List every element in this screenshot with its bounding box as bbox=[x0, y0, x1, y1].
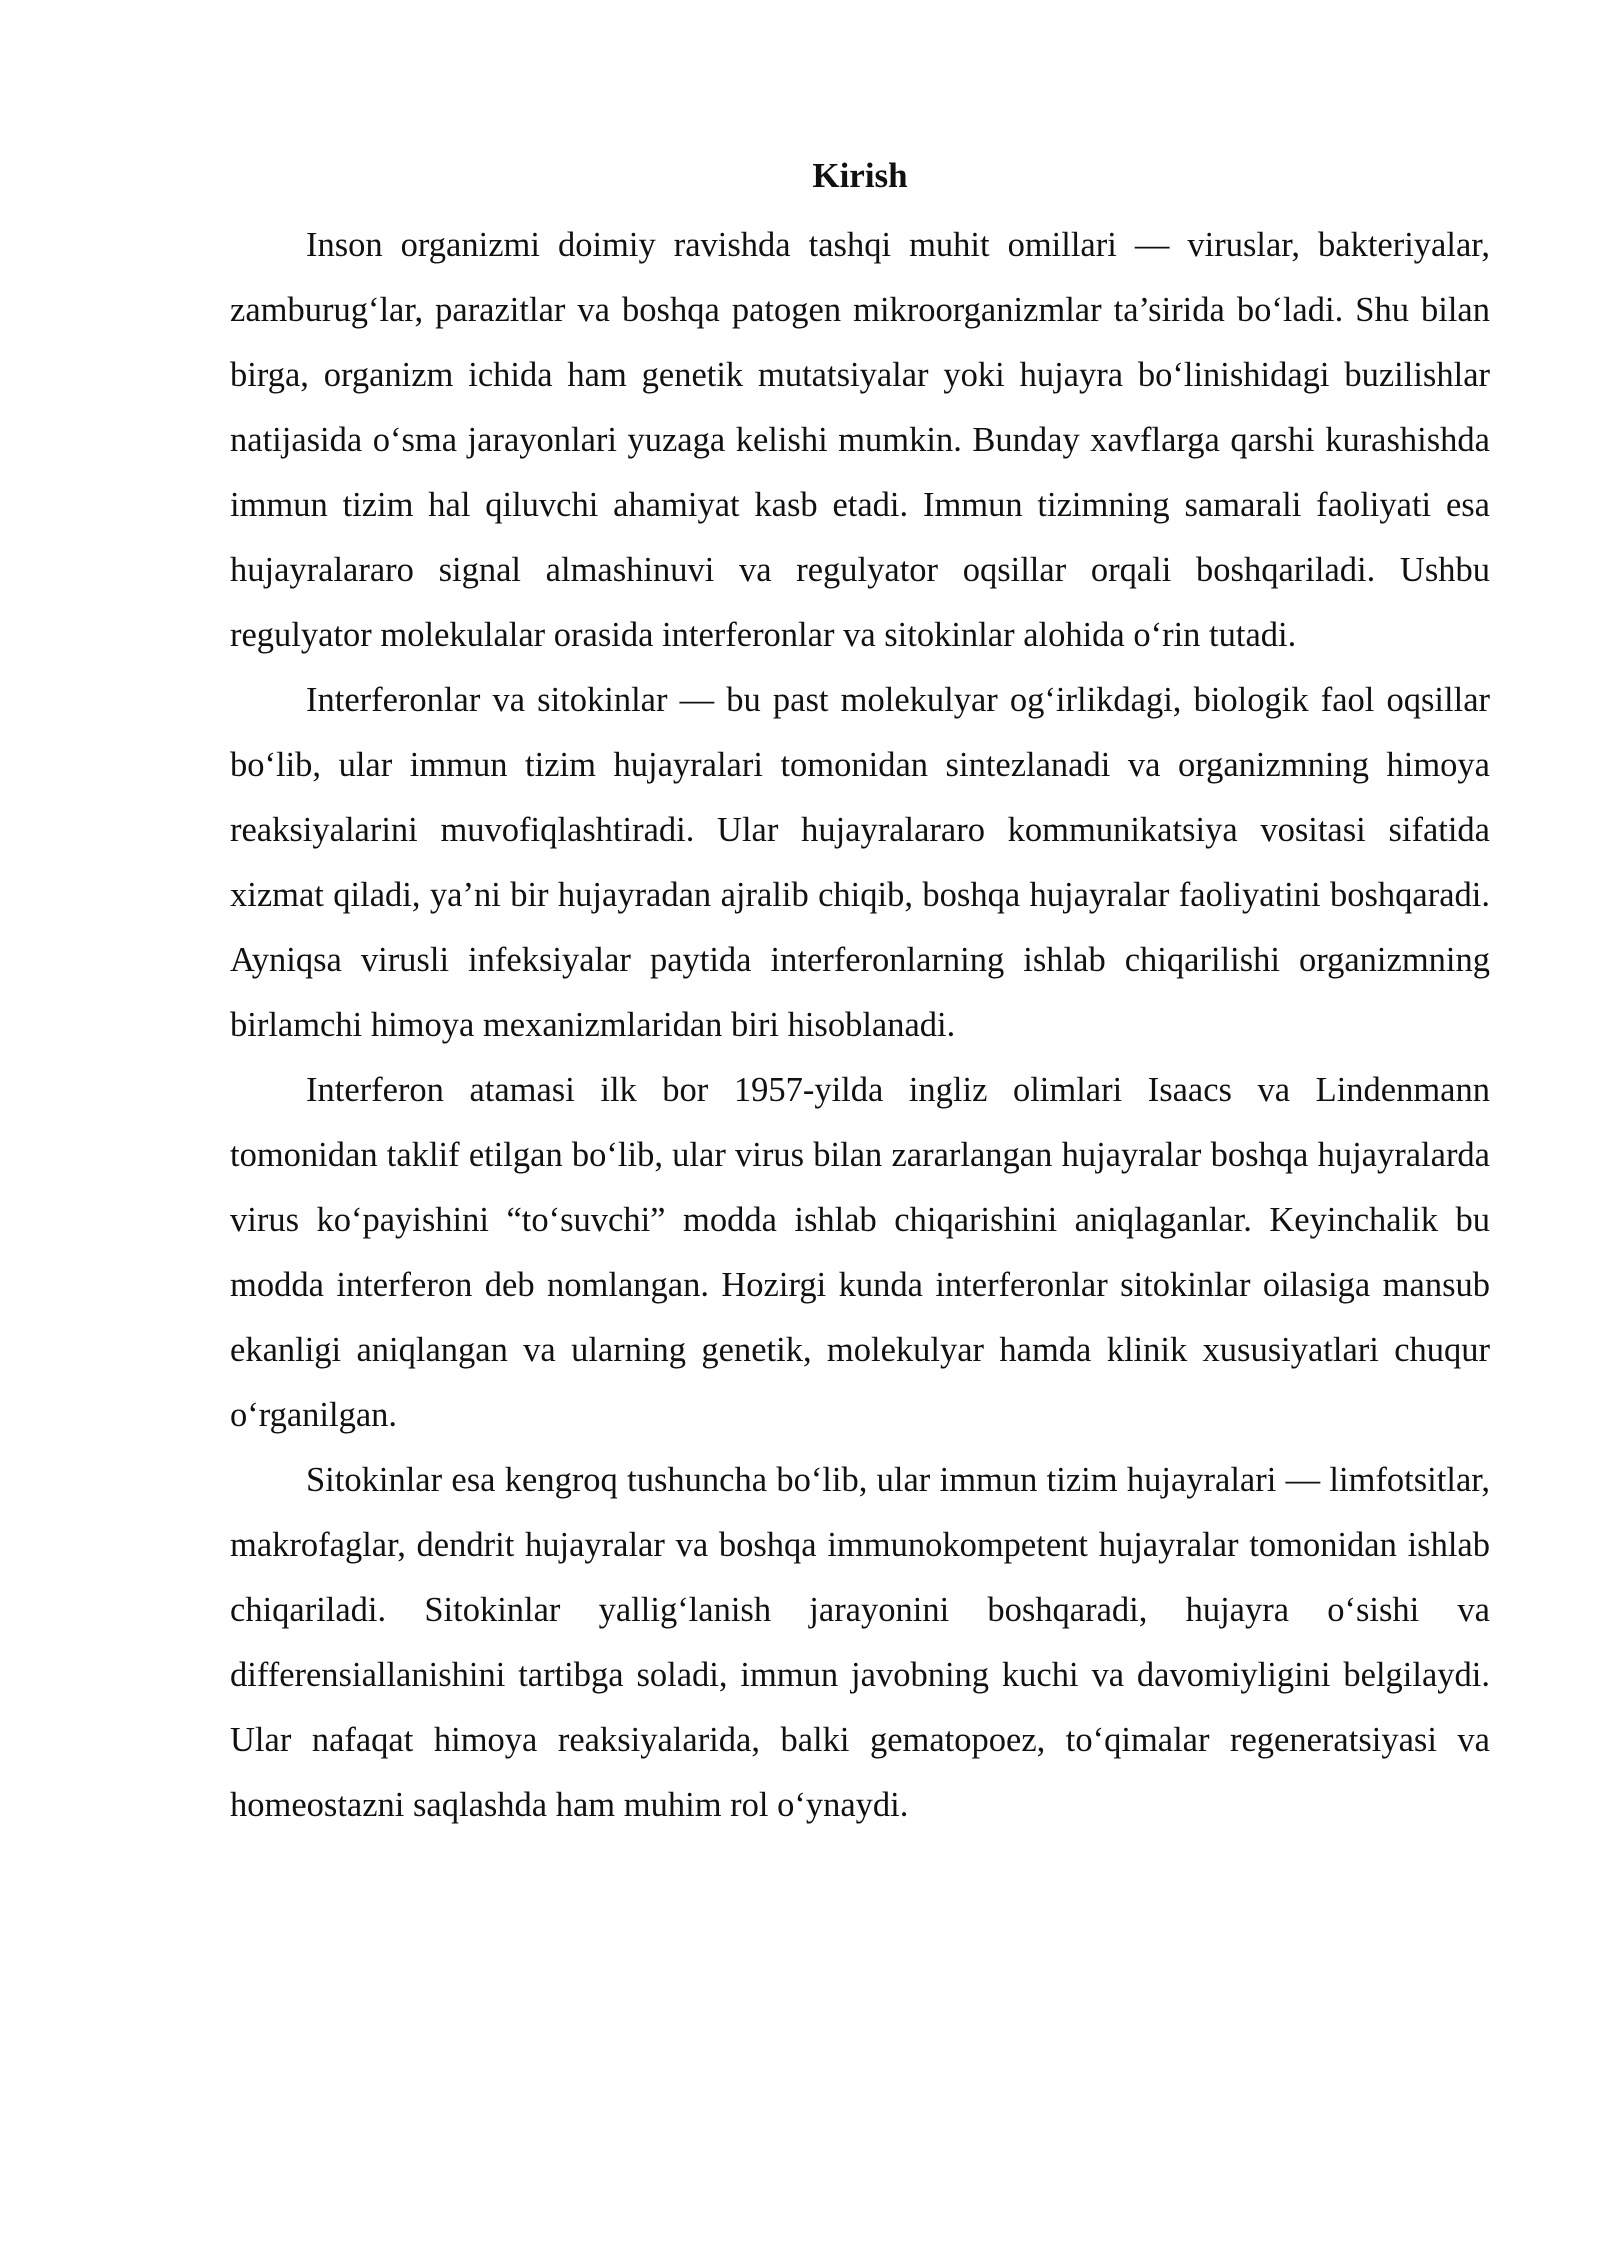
paragraph-3: Interferon atamasi ilk bor 1957-yilda ingliz olimlari Isaacs va Lindenmann tomonidan taklif etilgan bo‘lib, ular virus bilan zararlangan hujayralar boshqa hujayralarda virus ko‘payishini “to‘suvchi” modda ishlab chiqarishini aniqlaganlar. Keyinchalik bu modda interferon deb nomlangan. Hozirgi kunda interferonlar sitokinlar oilasiga mansub ekanligi aniqlangan va ularning genetik, molekulyar hamda klinik xususiyatlari chuqur o‘rganilgan. bbox=[230, 1071, 1490, 1434]
paragraph-2: Interferonlar va sitokinlar — bu past molekulyar og‘irlikdagi, biologik faol oqsillar bo‘lib, ular immun tizim hujayralari tomonidan sintezlanadi va organizmning himoya reaksiyalarini muvofiqlashtiradi. Ular hujayralararo kommunikatsiya vositasi sifatida xizmat qiladi, ya’ni bir hujayradan ajralib chiqib, boshqa hujayralar faoliyatini boshqaradi. Ayniqsa virusli infeksiyalar paytida interferonlarning ishlab chiqarilishi organizmning birlamchi himoya mexanizmlaridan biri hisoblanadi. bbox=[230, 681, 1490, 1044]
document-body bbox=[230, 148, 1490, 1838]
paragraph-1: Inson organizmi doimiy ravishda tashqi muhit omillari — viruslar, bakteriyalar, zamburug‘lar, parazitlar va boshqa patogen mikroorganizmlar ta’sirida bo‘ladi. Shu bilan birga, organizm ichida ham genetik mutatsiyalar yoki hujayra bo‘linishidagi buzilishlar natijasida o‘sma jarayonlari yuzaga kelishi mumkin. Bunday xavflarga qarshi kurashishda immun tizim hal qiluvchi ahamiyat kasb etadi. Immun tizimning samarali faoliyati esa hujayralararo signal almashinuvi va regulyator oqsillar orqali boshqariladi. Ushbu regulyator molekulalar orasida interferonlar va sitokinlar alohida o‘rin tutadi. bbox=[230, 226, 1490, 654]
page-title: Kirish bbox=[812, 156, 908, 195]
paragraph-4: Sitokinlar esa kengroq tushuncha bo‘lib, ular immun tizim hujayralari — limfotsitlar, makrofaglar, dendrit hujayralar va boshqa immunokompetent hujayralar tomonidan ishlab chiqariladi. Sitokinlar yallig‘lanish jarayonini boshqaradi, hujayra o‘sishi va differensiallanishini tartibga soladi, immun javobning kuchi va davomiyligini belgilaydi. Ular nafaqat himoya reaksiyalarida, balki gematopoez, to‘qimalar regeneratsiyasi va homeostazni saqlashda ham muhim rol o‘ynaydi. bbox=[230, 1461, 1490, 1824]
